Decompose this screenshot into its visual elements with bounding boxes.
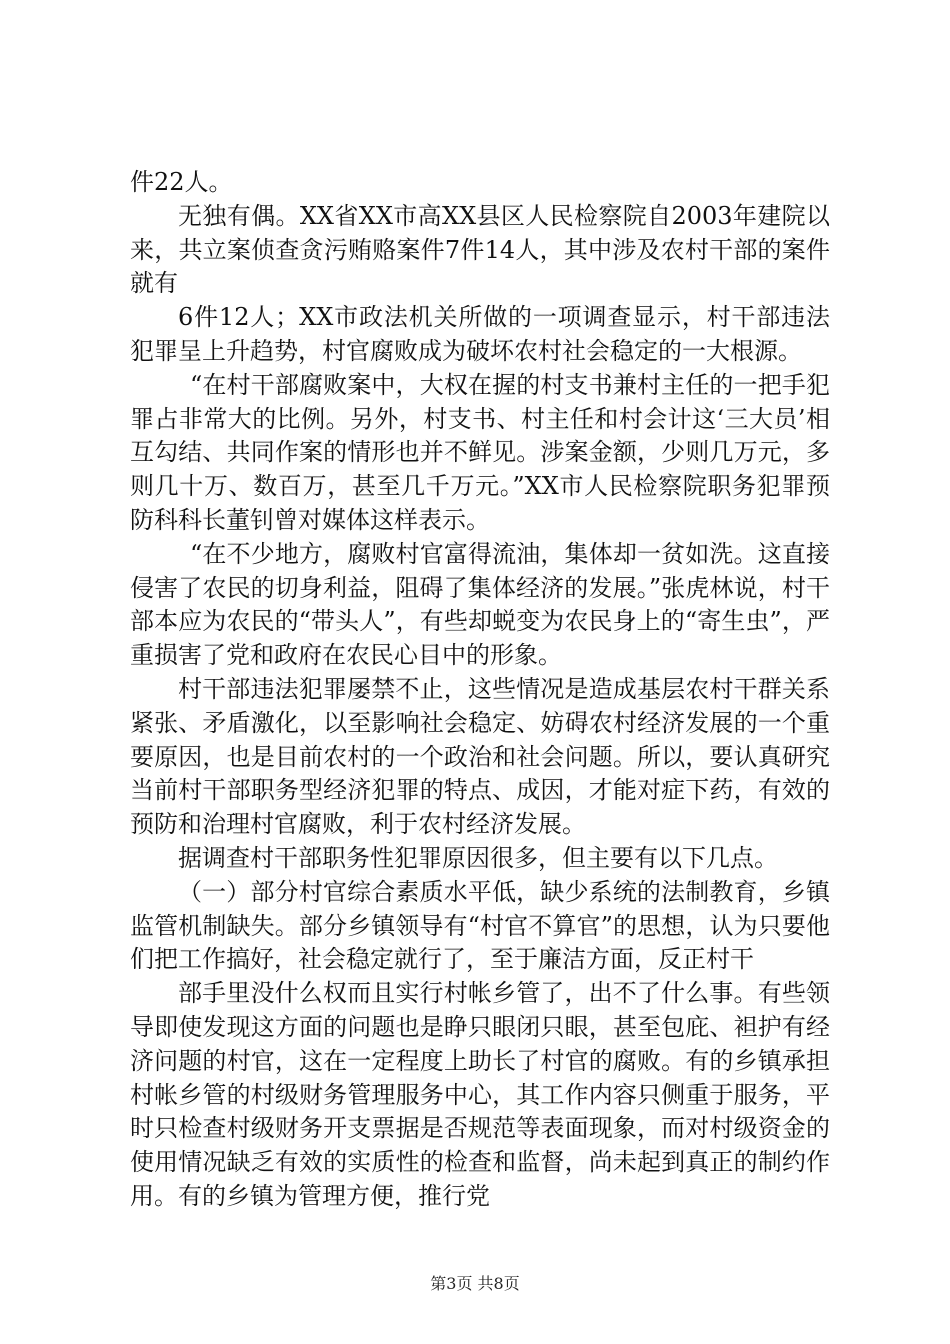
paragraph-quote: “在村干部腐败案中，大权在握的村支书兼村主任的一把手犯罪占非常大的比例。另外，村支书、村主任和村会计这‘三大员’相互勾结、共同作案的情形也并不鲜见。涉案金额，少则几万元，多则几十万、数百万，甚至几千万元。”XX市人民检察院职务犯罪预防科科长董钊曾对媒体这样表示。 xyxy=(130,370,830,534)
page-footer: 第3页 共8页 xyxy=(430,1274,520,1293)
paragraph: 无独有偶。XX省XX市高XX县区人民检察院自2003年建院以来，共立案侦查贪污贿赂案件7件14人，其中涉及农村干部的案件就有 xyxy=(130,201,830,298)
paragraph: 部手里没什么权而且实行村帐乡管了，出不了什么事。有些领导即使发现这方面的问题也是睁只眼闭只眼，甚至包庇、袒护有经济问题的村官，这在一定程度上助长了村官的腐败。有的乡镇承担村帐乡管的村级财务管理服务中心，其工作内容只侧重于服务，平时只检查村级财务开支票据是否规范等表面现象，而对村级资金的使用情况缺乏有效的实质性的检查和监督，尚未起到真正的制约作用。有的乡镇为管理方便，推行党 xyxy=(130,979,830,1210)
paragraph-continuation: 件22人。 xyxy=(130,168,233,196)
paragraph-quote: “在不少地方，腐败村官富得流油，集体却一贫如洗。这直接侵害了农民的切身利益，阻碍了集体经济的发展。”张虎林说，村干部本应为农民的“带头人”，有些却蜕变为农民身上的“寄生虫”，严重损害了党和政府在农民心目中的形象。 xyxy=(130,539,830,670)
paragraph: 村干部违法犯罪屡禁不止，这些情况是造成基层农村干群关系紧张、矛盾激化，以至影响社会稳定、妨碍农村经济发展的一个重要原因，也是目前农村的一个政治和社会问题。所以，要认真研究当前村干部职务型经济犯罪的特点、成因，才能对症下药，有效的预防和治理村官腐败，利于农村经济发展。 xyxy=(130,674,830,839)
paragraph: 6件12人；XX市政法机关所做的一项调查显示，村干部违法犯罪呈上升趋势，村官腐败成为破坏农村社会稳定的一大根源。 xyxy=(130,303,830,365)
paragraph: 据调查村干部职务性犯罪原因很多，但主要有以下几点。 xyxy=(178,843,778,872)
paragraph-section-heading: （一）部分村官综合素质水平低，缺少系统的法制教育，乡镇监管机制缺失。部分乡镇领导有“村官不算官”的思想，认为只要他们把工作搞好，社会稳定就行了，至于廉洁方面，反正村干 xyxy=(130,877,830,974)
document-body xyxy=(130,166,830,1214)
